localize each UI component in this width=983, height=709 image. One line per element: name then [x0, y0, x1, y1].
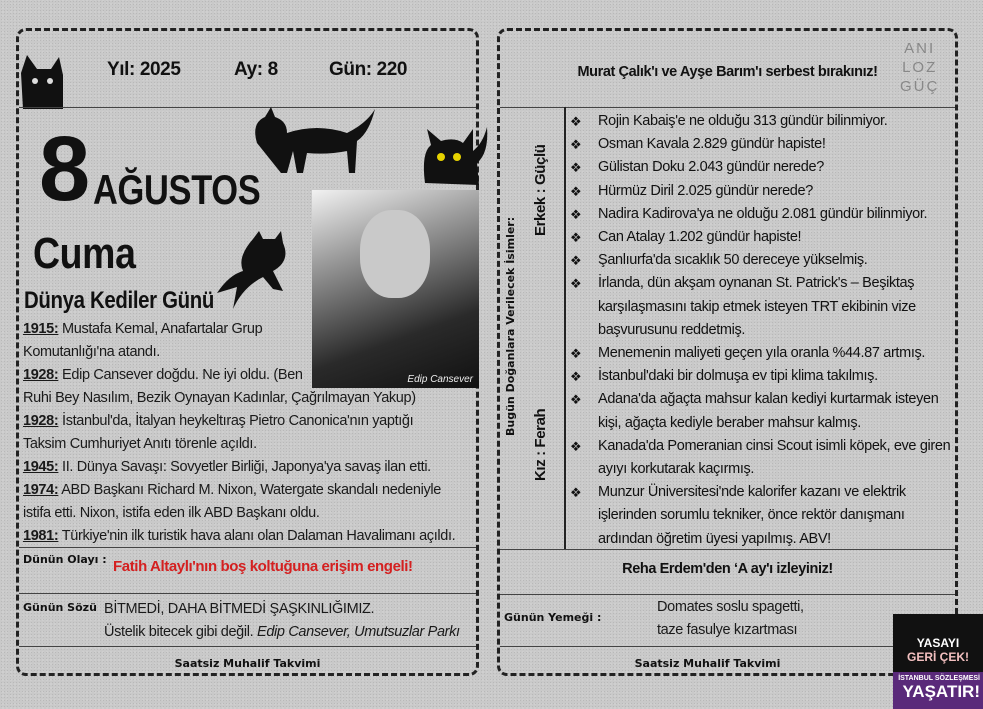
- diamond-bullet-icon: ❖: [570, 485, 582, 501]
- news-text: Adana'da ağaçta mahsur kalan kediyi kurtarmak isteyen kişi, ağaçta kediyle beraber mahsur kalmış.: [598, 391, 939, 431]
- divider: [19, 593, 476, 594]
- news-text: Gülistan Doku 2.043 gündür nerede?: [598, 159, 824, 176]
- aniloz-guc-logo: [900, 39, 939, 96]
- quote-author: Edip Cansever, Umutsuzlar Parkı: [257, 624, 460, 640]
- photo-face: [360, 210, 430, 298]
- walking-cat-icon: [247, 103, 377, 175]
- event-text: Mustafa Kemal, Anafartalar Grup: [62, 321, 263, 337]
- news-text: Şanlıurfa'da sıcaklık 50 dereceye yükselmiş.: [598, 252, 868, 269]
- footer: Saatsiz Muhalif Takvimi: [174, 657, 321, 670]
- diamond-bullet-icon: ❖: [570, 230, 582, 246]
- history-events: [23, 318, 455, 548]
- event-text: Edip Cansever doğdu. Ne iyi oldu. (Ben: [62, 367, 303, 383]
- month-name: AĞUSTOS: [93, 166, 261, 213]
- special-day: Dünya Kediler Günü: [24, 287, 214, 314]
- news-item: [570, 388, 956, 434]
- event-year: 1945:: [23, 459, 59, 475]
- event-text: Ruhi Bey Nasılım, Bezik Oynayan Kadınlar, Çağrılmayan Yakup): [23, 390, 416, 406]
- news-text: Hürmüz Diril 2.025 gündür nerede?: [598, 182, 813, 199]
- month-label: Ay: 8: [234, 59, 278, 80]
- diamond-bullet-icon: ❖: [570, 276, 582, 292]
- right-calendar-page: [497, 28, 958, 676]
- news-item: [570, 110, 956, 133]
- badge-text: YASAYI: [916, 636, 960, 650]
- header-message: Murat Çalık'ı ve Ayşe Barım'ı serbest bırakınız!: [577, 64, 878, 80]
- footer: Saatsiz Muhalif Takvimi: [634, 657, 781, 670]
- news-item: [570, 156, 956, 179]
- news-text: İrlanda, dün akşam oynanan St. Patrick's – Beşiktaş karşılaşmasını takip etmek isteyen TRT ekibinin vize başvurusunu reddetmiş.: [598, 275, 916, 338]
- event-year: 1928:: [23, 367, 59, 383]
- news-text: Rojin Kabaiş'e ne olduğu 313 gündür bilinmiyor.: [598, 113, 888, 129]
- event-text: Komutanlığı'na atandı.: [23, 344, 160, 360]
- divider: [500, 594, 955, 595]
- event-year: 1974:: [23, 482, 59, 498]
- event-of-day: Fatih Altaylı'nın boş koltuğuna erişim engeli!: [113, 558, 413, 575]
- meal-label: Günün Yemeği :: [504, 611, 602, 624]
- event-label: Dünün Olayı :: [23, 553, 107, 566]
- diamond-bullet-icon: ❖: [570, 392, 582, 408]
- divider: [500, 549, 955, 550]
- photo-caption: Edip Cansever: [407, 374, 473, 385]
- left-calendar-page: [16, 28, 479, 676]
- news-item: [570, 435, 956, 481]
- diamond-bullet-icon: ❖: [570, 369, 582, 385]
- quote-line-1: BİTMEDİ, DAHA BİTMEDİ ŞAŞKINLIĞIMIZ.: [104, 601, 375, 617]
- scared-cat-icon: [421, 123, 489, 189]
- diamond-bullet-icon: ❖: [570, 160, 582, 176]
- boy-name: Erkek : Güçlü: [532, 144, 549, 236]
- diamond-bullet-icon: ❖: [570, 114, 582, 129]
- badge-bottom: [893, 672, 983, 709]
- diamond-bullet-icon: ❖: [570, 346, 582, 362]
- news-text: Nadira Kadirova'ya ne olduğu 2.081 gündür bilinmiyor.: [598, 205, 928, 222]
- event-text: ABD Başkanı Richard M. Nixon, Watergate skandalı nedeniyle: [61, 482, 441, 498]
- quote-text: Üstelik bitecek gibi değil.: [104, 624, 254, 640]
- event-text: Taksim Cumhuriyet Anıtı törenle açıldı.: [23, 436, 257, 452]
- event-year: 1981:: [23, 528, 59, 544]
- news-item: [570, 249, 956, 272]
- day-number: 8: [39, 118, 89, 220]
- meal-line-1: Domates soslu spagetti,: [657, 599, 804, 615]
- news-text: Menemenin maliyeti geçen yıla oranla %44.87 artmış.: [598, 345, 926, 362]
- news-item: [570, 342, 956, 365]
- news-text: Kanada'da Pomeranian cinsi Scout isimli köpek, eve giren ayıyı korkutarak kaçırmış.: [598, 437, 951, 478]
- badge-text: YAŞATIR!: [902, 682, 980, 701]
- news-text: İstanbul'daki bir dolmuşa ev tipi klima takılmış.: [598, 368, 878, 385]
- diamond-bullet-icon: ❖: [570, 206, 582, 222]
- diamond-bullet-icon: ❖: [570, 253, 582, 269]
- cat-icon: [17, 53, 67, 111]
- badge-text: GERİ ÇEK!: [906, 650, 969, 664]
- event-text: İstanbul'da, İtalyan heykeltıraş Pietro Canonica'nın yaptığı: [62, 413, 414, 429]
- badge-text: İSTANBUL SÖZLEŞMESİ: [898, 675, 980, 682]
- event-year: 1915:: [23, 321, 59, 337]
- event-year: 1928:: [23, 413, 59, 429]
- news-item: [570, 203, 956, 226]
- diamond-bullet-icon: ❖: [570, 438, 582, 454]
- logo-text: LOZ: [902, 59, 938, 76]
- news-item: [570, 133, 956, 156]
- meal-line-2: taze fasulye kızartması: [657, 622, 798, 638]
- badge-top: [893, 614, 983, 672]
- news-text: Can Atalay 1.202 gündür hapiste!: [598, 229, 802, 246]
- divider: [500, 646, 955, 647]
- news-text: Osman Kavala 2.829 gündür hapiste!: [598, 136, 826, 153]
- news-text: Munzur Üniversitesi'nde kalorifer kazanı ve elektrik işlerinden sorumlu tekniker, önce rektör danışmanı ardından öğretim üyesi yapılmış. ABV!: [598, 484, 906, 547]
- day-of-year-label: Gün: 220: [329, 59, 408, 80]
- vertical-divider: [564, 107, 566, 550]
- news-item: [570, 272, 956, 342]
- quote-line-2: [104, 621, 460, 644]
- divider: [500, 107, 955, 108]
- diamond-bullet-icon: ❖: [570, 137, 582, 153]
- names-title: Bugün Doğanlara Verilecek İsimler:: [504, 216, 517, 436]
- quote-label: Günün Sözü: [23, 601, 97, 614]
- event-text: istifa etti. Nixon, istifa eden ilk ABD Başkanı oldu.: [23, 505, 320, 521]
- jumping-cat-icon: [213, 231, 303, 311]
- event-text: II. Dünya Savaşı: Sovyetler Birliği, Japonya'ya savaş ilan etti.: [62, 459, 431, 475]
- logo-text: GÜÇ: [900, 78, 940, 95]
- news-item: [570, 180, 956, 203]
- film-recommendation: Reha Erdem'den ‘A ay'ı izleyiniz!: [622, 561, 833, 577]
- year-label: Yıl: 2025: [107, 59, 181, 80]
- girl-name: Kız : Ferah: [532, 408, 549, 481]
- event-text: Türkiye'nin ilk turistik hava alanı olan Dalaman Havalimanı açıldı.: [61, 528, 456, 544]
- logo-text: ANI: [904, 40, 936, 57]
- news-item: [570, 481, 956, 551]
- divider: [19, 646, 476, 647]
- istanbul-convention-badge: [893, 614, 983, 709]
- news-item: [570, 226, 956, 249]
- diamond-bullet-icon: ❖: [570, 183, 582, 199]
- weekday: Cuma: [33, 229, 136, 278]
- news-list: [570, 110, 956, 551]
- news-item: [570, 365, 956, 388]
- divider: [19, 547, 476, 548]
